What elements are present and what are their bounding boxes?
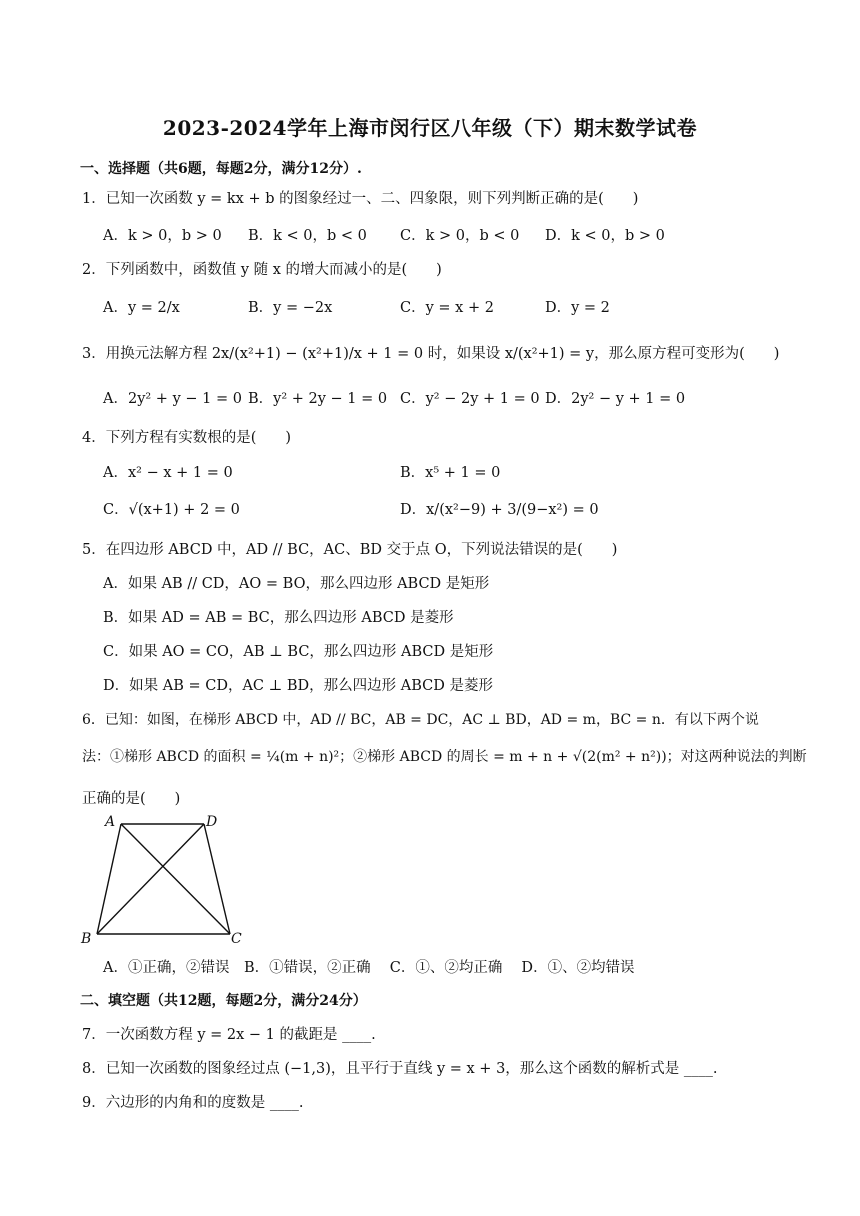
question-4-option-c: C．√(x+1) + 2 = 0 xyxy=(103,502,240,518)
diagonal-bd xyxy=(97,824,204,934)
question-3-option-b: B．y² + 2y − 1 = 0 xyxy=(248,391,388,407)
question-3-option-d: D．2y² − y + 1 = 0 xyxy=(545,391,686,407)
question-4-option-b: B．x⁵ + 1 = 0 xyxy=(400,465,501,481)
question-5-option-a: A．如果 AB // CD，AO = BO，那么四边形 ABCD 是矩形 xyxy=(103,576,490,592)
trapezoid-figure xyxy=(78,810,258,950)
vertex-label-c: C xyxy=(231,931,242,947)
question-4-stem: 4．下列方程有实数根的是( ) xyxy=(82,430,292,446)
vertex-label-d: D xyxy=(206,814,218,830)
section-choice-heading: 一、选择题（共6题，每题2分，满分12分）. xyxy=(80,161,362,177)
question-7: 7．一次函数方程 y = 2x − 1 的截距是 ____. xyxy=(82,1027,376,1043)
question-1-option-c: C．k > 0，b < 0 xyxy=(400,228,520,244)
question-3-option-c: C．y² − 2y + 1 = 0 xyxy=(400,391,540,407)
diagonal-ac xyxy=(121,824,230,934)
question-2-option-b: B．y = −2x xyxy=(248,300,333,316)
question-1-option-b: B．k < 0，b < 0 xyxy=(248,228,367,244)
question-9: 9．六边形的内角和的度数是 ____. xyxy=(82,1095,304,1111)
question-6-line-1: 6．已知：如图，在梯形 ABCD 中，AD // BC，AB = DC，AC ⊥ BD，AD = m，BC = n．有以下两个说 xyxy=(82,712,759,728)
question-5-option-b: B．如果 AD = AB = BC，那么四边形 ABCD 是菱形 xyxy=(103,610,454,626)
question-5-option-c: C．如果 AO = CO，AB ⊥ BC，那么四边形 ABCD 是矩形 xyxy=(103,644,494,660)
vertex-label-a: A xyxy=(105,814,116,830)
question-6-options: A．①正确，②错误 B．①错误，②正确 C．①、②均正确 D．①、②均错误 xyxy=(103,960,635,976)
question-4-option-a: A．x² − x + 1 = 0 xyxy=(103,465,233,481)
question-8: 8．已知一次函数的图象经过点 (−1,3)，且平行于直线 y = x + 3，那么这个函数的解析式是 ____. xyxy=(82,1061,718,1077)
question-3-stem: 3．用换元法解方程 2x/(x²+1) − (x²+1)/x + 1 = 0 时，如果设 x/(x²+1) = y，那么原方程可变形为( ) xyxy=(82,346,780,362)
page-title: 2023-2024学年上海市闵行区八年级（下）期末数学试卷 xyxy=(162,116,698,140)
question-1-option-a: A．k > 0，b > 0 xyxy=(103,228,222,244)
question-2-stem: 2．下列函数中，函数值 y 随 x 的增大而减小的是( ) xyxy=(82,262,442,278)
question-2-option-d: D．y = 2 xyxy=(545,300,610,316)
edge-ab xyxy=(97,824,121,934)
question-5-option-d: D．如果 AB = CD，AC ⊥ BD，那么四边形 ABCD 是菱形 xyxy=(103,678,493,694)
question-5-stem: 5．在四边形 ABCD 中，AD // BC，AC、BD 交于点 O，下列说法错误的是( ) xyxy=(82,542,618,558)
question-6-line-3: 正确的是( ) xyxy=(82,791,181,807)
edge-dc xyxy=(204,824,230,934)
question-1-stem: 1．已知一次函数 y = kx + b 的图象经过一、二、四象限，则下列判断正确的是( ) xyxy=(82,191,639,207)
question-2-option-c: C．y = x + 2 xyxy=(400,300,494,316)
section-fill-heading: 二、填空题（共12题，每题2分，满分24分） xyxy=(80,993,367,1009)
question-6-line-2: 法：①梯形 ABCD 的面积 = ¼(m + n)²；②梯形 ABCD 的周长 = m + n + √(2(m² + n²))；对这两种说法的判断 xyxy=(82,749,807,765)
vertex-label-b: B xyxy=(81,931,92,947)
question-4-option-d: D．x/(x²−9) + 3/(9−x²) = 0 xyxy=(400,502,599,518)
question-2-option-a: A．y = 2/x xyxy=(103,300,180,316)
question-3-option-a: A．2y² + y − 1 = 0 xyxy=(103,391,242,407)
question-1-option-d: D．k < 0，b > 0 xyxy=(545,228,665,244)
